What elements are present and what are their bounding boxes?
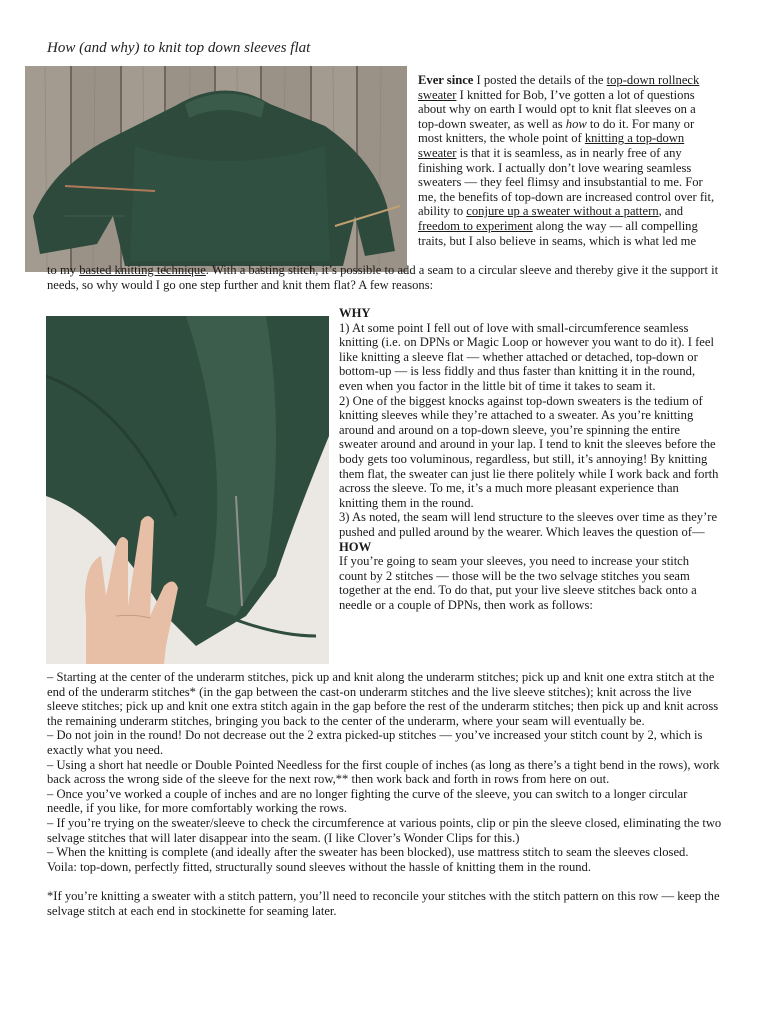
- intro-how-italic: how: [565, 116, 587, 131]
- intro-text-2: I knitted for Bob, I’ve gotten a lot of questions about why on earth I would opt to knit flat sleeves on a top-down sweater, as well as: [418, 87, 696, 131]
- step-4: – Once you’ve worked a couple of inches and are no longer fighting the curve of the sleeve, you can switch to a longer circular needle, if you like, for more comfortably working the rows.: [47, 786, 688, 816]
- spacer: [47, 874, 722, 889]
- how-steps: [47, 670, 722, 918]
- step-2: – Do not join in the round! Do not decrease out the 2 extra picked-up stitches — you’ve increased your stitch count by 2, which is exactly what you need.: [47, 728, 703, 757]
- link-basted-knitting-technique[interactable]: basted knitting technique: [79, 263, 206, 277]
- intro-text-5: , and: [658, 204, 684, 219]
- why-reason-1: 1) At some point I fell out of love with small-circumference seamless knitting (i.e. on DPNs or Magic Loop or however you want to do it). I feel like knitting a sleeve flat — whether attached or detached, top-down or bottom-up — is less fiddly and thus faster than knitting it in the round, even when you factor in the little bit of time it takes to seam it.: [339, 320, 714, 393]
- step-5: – If you’re trying on the sweater/sleeve to check the circumference at various points, clip or pin the sleeve closed, eliminating the two selvage stitches that will later disappear into the seam. (I like Clover’s Wonder Clips for this.): [47, 815, 722, 845]
- intro-text-8: . With a basting stitch, it’s possible to add a seam to a circular sleeve and thereby give it the support it needs, so why would I go one step further and knit them flat? A few reasons:: [47, 263, 719, 292]
- intro-lead: Ever since: [418, 73, 474, 87]
- step-3: – Using a short hat needle or Double Pointed Needless for the first couple of inches (as long as there’s a tight bend in the rows), work back across the wrong side of the sleeve for the next row,** then work back and forth in rows from here on out.: [47, 757, 720, 787]
- intro-continuation: [47, 263, 722, 292]
- link-top-down-rollneck-sweater[interactable]: top-down rollneck sweater: [418, 73, 700, 102]
- step-6: – When the knitting is complete (and ideally after the sweater has been blocked), use mattress stitch to seam the sleeves closed.: [47, 845, 689, 860]
- voila-summary: Voila: top-down, perfectly fitted, structurally sound sleeves without the hassle of knitting them in the round.: [47, 859, 591, 874]
- sleeve-photo: [46, 316, 329, 664]
- intro-text-4: is that it is seamless, as in nearly free of any finishing work. I actually don’t love wearing seamless sweaters — they feel flimsy and insubstantial to me. For me, the benefits of top-down are increased control over fit, ability to: [418, 145, 715, 219]
- link-knitting-top-down-sweater[interactable]: knitting a top-down sweater: [418, 131, 685, 160]
- intro-paragraph: [418, 73, 718, 248]
- footnote: *If you’re knitting a sweater with a stitch pattern, you’ll need to reconcile your stitches with the stitch pattern on this row — keep the selvage stitch at each end in stockinette for seaming later.: [47, 888, 720, 918]
- link-conjure-sweater[interactable]: conjure up a sweater without a pattern: [466, 204, 659, 219]
- step-1: – Starting at the center of the underarm stitches, pick up and knit along the underarm stitches; pick up and knit one extra stitch at the end of the underarm stitches* (in the gap between the cast-on underarm stitches and the live sleeve stitches); knit across the live sleeve stitches; pick up and knit one extra stitch again in the gap before the rest of the underarm stitches; then pick up and knit across the remaining underarm stitches, bringing you back to the center of the underarm, where your seam will eventually be.: [47, 670, 719, 728]
- page-title: How (and why) to knit top down sleeves flat: [47, 40, 311, 56]
- how-intro: If you’re going to seam your sleeves, you need to increase your stitch count by 2 stitches — those will be the two selvage stitches you seam together at the end. To do that, put your live sleeve stitches back onto a needle or a couple of DPNs, then work as follows:: [339, 554, 697, 612]
- intro-text-6: along the way — all compelling traits, but I also believe in seams, which is what led me: [418, 218, 698, 248]
- intro-text-3: to do it. For many or most knitters, the whole point of: [418, 116, 695, 146]
- why-heading: WHY: [339, 306, 371, 320]
- intro-text-1: I posted the details of the: [473, 73, 607, 87]
- why-reason-2: 2) One of the biggest knocks against top-down sweaters is the tedium of knitting sleeves while they’re attached to a sweater. As you’re knitting around and around on a top-down sleeve, you’re spinning the entire sweater around and around in your lap. I tend to knit the sleeves before the body gets too voluminous, regardless, but still, it’s annoying! By knitting them flat, the sweater can just lie there politely while I work back and forth across the sleeve. To me, it’s a much more pleasant experience than knitting them in the round.: [339, 393, 719, 510]
- link-freedom-to-experiment[interactable]: freedom to experiment: [418, 218, 533, 233]
- intro-text-7: to my: [47, 263, 80, 277]
- why-reason-3: 3) As noted, the seam will lend structure to the sleeves over time as they’re pushed and pulled around by the wearer. Which leaves the question of—: [339, 510, 718, 539]
- sweater-photo: [25, 66, 407, 272]
- how-heading: HOW: [339, 539, 372, 554]
- why-how-section: [339, 306, 719, 612]
